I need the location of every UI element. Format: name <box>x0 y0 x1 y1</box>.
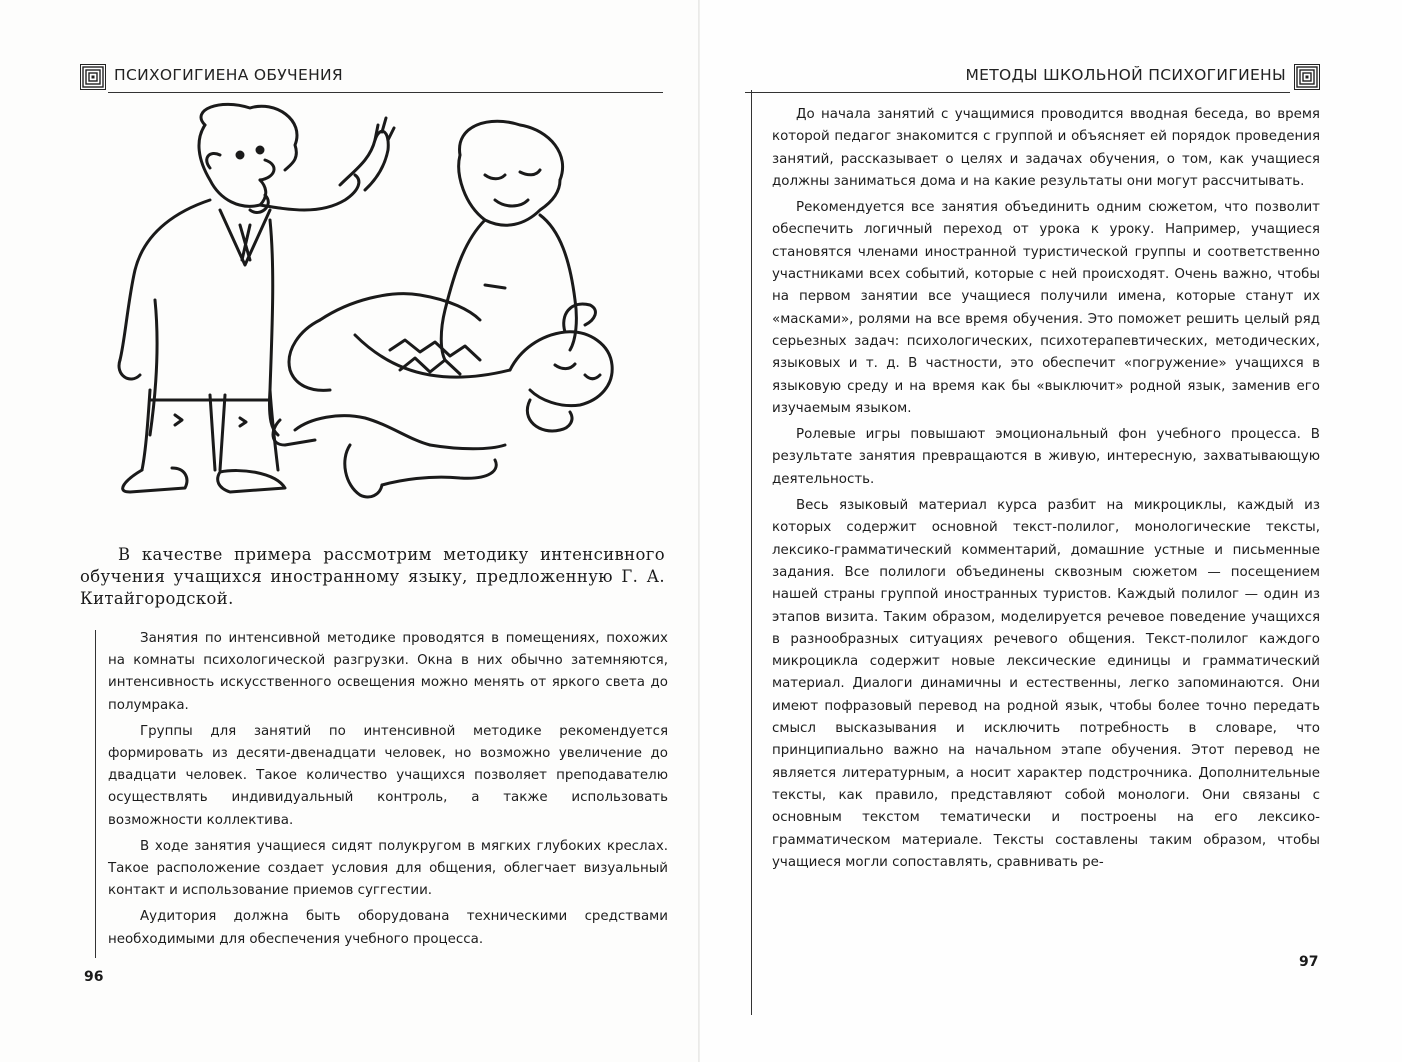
body-paragraph: До начала занятий с учащимися проводится вводная беседа, во время которой педагог знакомится с группой и объясняет ей порядок проведения занятий, рассказывает о целях и задачах обучения, о том, как учащиеся должны заниматься дома и на какие результаты они могут рассчитывать. <box>772 107 1320 189</box>
left-running-header <box>80 64 665 96</box>
right-side-rule <box>751 90 752 1015</box>
right-running-title: МЕТОДЫ ШКОЛЬНОЙ ПСИХОГИГИЕНЫ <box>965 66 1286 84</box>
left-page-number: 96 <box>84 969 104 985</box>
intro-paragraph <box>80 544 665 610</box>
boxed-excerpt <box>95 628 673 958</box>
header-rule <box>108 92 663 93</box>
classroom-illustration <box>100 100 660 530</box>
excerpt-paragraph: Аудитория должна быть оборудована техническими средствами необходимыми для обеспечения учебного процесса. <box>108 909 668 947</box>
body-paragraph: Рекомендуется все занятия объединить одним сюжетом, что позволит обеспечить логичный переход от урока к уроку. Например, учащиеся становятся членами иностранной туристической группы и соответственно участниками всех событий, которые с ней происходят. Очень важно, чтобы на первом занятии все учащиеся получили имена, которые станут их «масками», ролями на все время обучения. Это поможет решить целый ряд серьезных задач: психологических, психотерапевтических, методических, языковых и т. д. В частности, это обеспечит «погружение» учащихся в языковую среду и на время как бы «выключит» родной язык, заменив его изучаемым языком. <box>772 200 1320 416</box>
excerpt-paragraph: Группы для занятий по интенсивной методике рекомендуется формировать из десяти-двенадцати человек, но возможно увеличение до двадцати человек. Такое количество учащихся позволяет преподавателю осуществлять индивидуальный контроль, а также использовать возможности коллектива. <box>108 723 668 828</box>
excerpt-paragraph: В ходе занятия учащиеся сидят полукругом в мягких глубоких креслах. Такое расположение создает условия для общения, облегчает визуальный контакт и использование приемов суггестии. <box>108 838 668 899</box>
left-running-title: ПСИХОГИГИЕНА ОБУЧЕНИЯ <box>114 66 343 84</box>
body-paragraph: Весь языковый материал курса разбит на микроциклы, каждый из которых содержит основной текст-полилог, монологические тексты, лексико-грамматический комментарий, домашние устные и письменные задания. Все полилоги объединены сквозным сюжетом — посещением нашей страны группой иностранных туристов. Каждый полилог — один из этапов визита. Таким образом, моделируется речевое поведение учащихся в разнообразных ситуациях речевого общения. Текст-полилог каждого микроцикла содержит новые лексические единицы и грамматический материал. Диалоги динамичны и естественны, легко запоминаются. Они имеют пофразовый перевод на родной язык, чтобы более точно передать смысл высказывания и исключить потребность в словаре, что принципиально важно на начальном этапе обучения. Этот перевод не является литературным, а носит характер подстрочника. Дополнительные тексты, как правило, представляют собой монологи. Они связаны с основным текстом тематически и построены на его лексико-грамматическом материале. Тексты составлены таким образом, чтобы учащиеся могли сопоставлять, сравнивать ре- <box>772 498 1320 870</box>
spiral-ornament-icon <box>80 64 106 90</box>
right-page-number: 97 <box>1299 954 1319 970</box>
left-page <box>0 0 700 1062</box>
body-paragraph: Ролевые игры повышают эмоциональный фон учебного процесса. В результате занятия превращаются в живую, интересную, захватывающую деятельность. <box>772 427 1320 487</box>
header-rule <box>745 92 1290 93</box>
intro-text: В качестве примера рассмотрим методику интенсивного обучения учащихся иностранному языку, предложенную Г. А. Китайгородской. <box>80 545 665 608</box>
excerpt-paragraph: Занятия по интенсивной методике проводятся в помещениях, похожих на комнаты психологической разгрузки. Окна в них обычно затемняются, интенсивность искусственного освещения можно менять от яркого света до полумрака. <box>108 631 668 713</box>
excerpt-side-rule <box>95 630 96 958</box>
right-running-header <box>745 64 1320 104</box>
spiral-ornament-icon <box>1294 64 1320 90</box>
right-body-text <box>772 104 1320 878</box>
